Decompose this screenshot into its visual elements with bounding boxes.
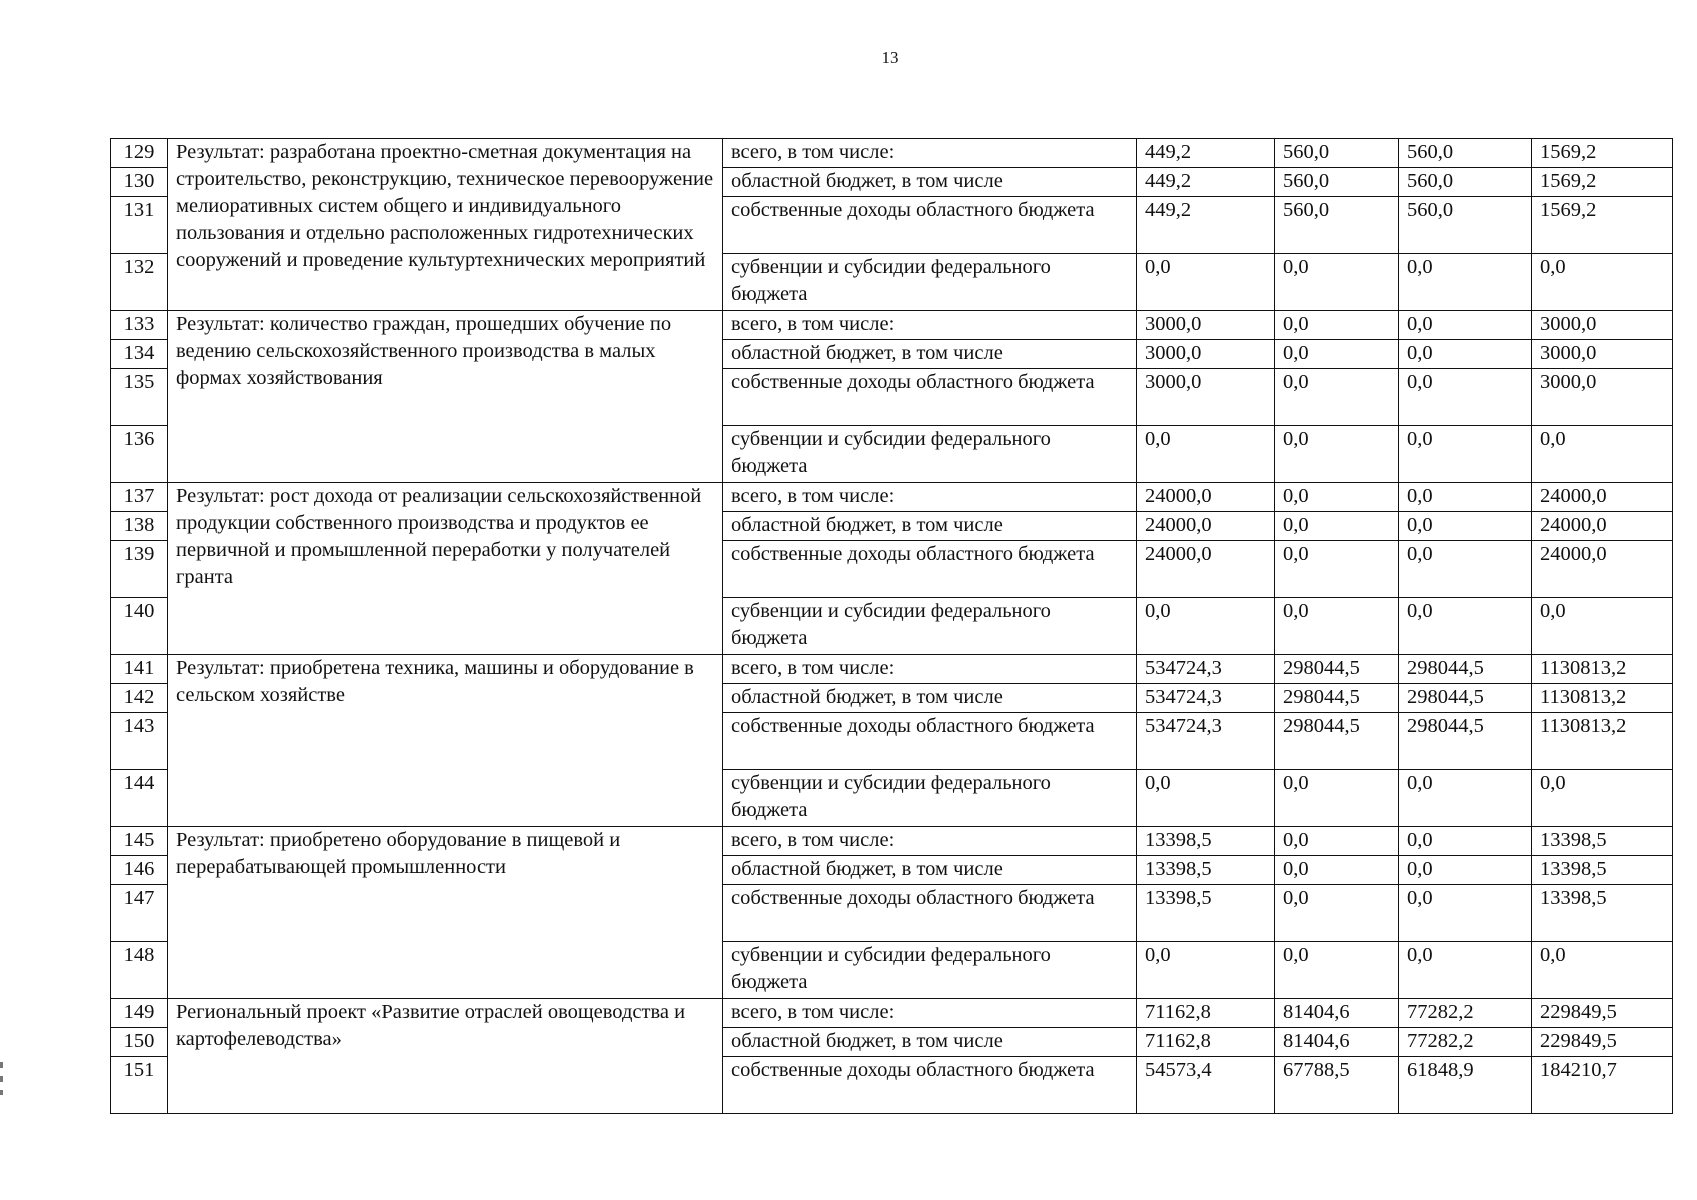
value-year-1: 0,0 <box>1137 598 1275 655</box>
funding-source: всего, в том числе: <box>723 655 1137 684</box>
table-row <box>111 999 1673 1028</box>
table-row <box>111 139 1673 168</box>
value-total: 0,0 <box>1532 254 1673 311</box>
row-number: 135 <box>111 369 168 426</box>
value-year-2: 298044,5 <box>1275 713 1399 770</box>
row-description: Региональный проект «Развитие отраслей овощеводства и картофелеводства» <box>168 999 723 1114</box>
row-number: 148 <box>111 942 168 999</box>
funding-source: областной бюджет, в том числе <box>723 340 1137 369</box>
value-year-2: 560,0 <box>1275 197 1399 254</box>
row-number: 133 <box>111 311 168 340</box>
value-year-3: 298044,5 <box>1399 655 1532 684</box>
value-year-2: 0,0 <box>1275 942 1399 999</box>
funding-source: субвенции и субсидии федерального бюджета <box>723 770 1137 827</box>
value-year-1: 3000,0 <box>1137 340 1275 369</box>
funding-source: областной бюджет, в том числе <box>723 168 1137 197</box>
row-description: Результат: приобретена техника, машины и оборудование в сельском хозяйстве <box>168 655 723 827</box>
table-row <box>111 827 1673 856</box>
value-year-2: 298044,5 <box>1275 684 1399 713</box>
value-year-1: 24000,0 <box>1137 483 1275 512</box>
row-number: 150 <box>111 1028 168 1057</box>
value-year-3: 0,0 <box>1399 942 1532 999</box>
value-year-2: 0,0 <box>1275 340 1399 369</box>
value-total: 3000,0 <box>1532 340 1673 369</box>
value-year-2: 0,0 <box>1275 426 1399 483</box>
value-year-2: 81404,6 <box>1275 999 1399 1028</box>
row-number: 138 <box>111 512 168 541</box>
value-year-1: 24000,0 <box>1137 541 1275 598</box>
funding-source: собственные доходы областного бюджета <box>723 369 1137 426</box>
funding-source: субвенции и субсидии федерального бюджета <box>723 598 1137 655</box>
value-year-1: 449,2 <box>1137 168 1275 197</box>
value-total: 1130813,2 <box>1532 713 1673 770</box>
row-number: 147 <box>111 885 168 942</box>
value-year-3: 0,0 <box>1399 885 1532 942</box>
value-year-2: 0,0 <box>1275 512 1399 541</box>
funding-source: областной бюджет, в том числе <box>723 856 1137 885</box>
value-year-3: 61848,9 <box>1399 1057 1532 1114</box>
value-year-3: 0,0 <box>1399 512 1532 541</box>
value-year-1: 13398,5 <box>1137 885 1275 942</box>
value-year-3: 560,0 <box>1399 168 1532 197</box>
value-year-3: 560,0 <box>1399 139 1532 168</box>
funding-source: всего, в том числе: <box>723 999 1137 1028</box>
value-total: 3000,0 <box>1532 311 1673 340</box>
value-year-2: 0,0 <box>1275 856 1399 885</box>
funding-source: собственные доходы областного бюджета <box>723 541 1137 598</box>
funding-source: областной бюджет, в том числе <box>723 1028 1137 1057</box>
value-year-1: 71162,8 <box>1137 1028 1275 1057</box>
value-year-3: 0,0 <box>1399 856 1532 885</box>
funding-source: всего, в том числе: <box>723 827 1137 856</box>
value-total: 13398,5 <box>1532 856 1673 885</box>
budget-table <box>110 138 1673 1114</box>
value-year-1: 3000,0 <box>1137 311 1275 340</box>
funding-source: областной бюджет, в том числе <box>723 512 1137 541</box>
value-total: 1130813,2 <box>1532 684 1673 713</box>
row-number: 142 <box>111 684 168 713</box>
value-year-1: 0,0 <box>1137 942 1275 999</box>
row-description: Результат: количество граждан, прошедших обучение по ведению сельскохозяйственного производства в малых формах хозяйствования <box>168 311 723 483</box>
value-year-2: 0,0 <box>1275 541 1399 598</box>
value-year-1: 449,2 <box>1137 197 1275 254</box>
value-year-2: 298044,5 <box>1275 655 1399 684</box>
funding-source: всего, в том числе: <box>723 139 1137 168</box>
table-row <box>111 311 1673 340</box>
value-year-1: 0,0 <box>1137 770 1275 827</box>
row-number: 132 <box>111 254 168 311</box>
value-year-3: 0,0 <box>1399 254 1532 311</box>
row-number: 129 <box>111 139 168 168</box>
value-year-3: 0,0 <box>1399 541 1532 598</box>
row-number: 146 <box>111 856 168 885</box>
value-year-1: 54573,4 <box>1137 1057 1275 1114</box>
value-year-2: 81404,6 <box>1275 1028 1399 1057</box>
value-year-1: 0,0 <box>1137 426 1275 483</box>
funding-source: собственные доходы областного бюджета <box>723 197 1137 254</box>
value-year-1: 0,0 <box>1137 254 1275 311</box>
value-year-3: 0,0 <box>1399 598 1532 655</box>
value-year-3: 0,0 <box>1399 827 1532 856</box>
page-number: 13 <box>881 48 899 67</box>
value-total: 0,0 <box>1532 598 1673 655</box>
value-total: 24000,0 <box>1532 512 1673 541</box>
row-number: 143 <box>111 713 168 770</box>
funding-source: собственные доходы областного бюджета <box>723 885 1137 942</box>
row-number: 149 <box>111 999 168 1028</box>
scan-artifact <box>0 1090 3 1095</box>
value-year-3: 0,0 <box>1399 483 1532 512</box>
value-year-2: 0,0 <box>1275 483 1399 512</box>
value-year-3: 0,0 <box>1399 770 1532 827</box>
value-year-2: 0,0 <box>1275 254 1399 311</box>
value-year-2: 67788,5 <box>1275 1057 1399 1114</box>
funding-source: субвенции и субсидии федерального бюджета <box>723 942 1137 999</box>
value-year-3: 0,0 <box>1399 369 1532 426</box>
value-year-1: 13398,5 <box>1137 827 1275 856</box>
value-year-3: 0,0 <box>1399 311 1532 340</box>
value-year-1: 13398,5 <box>1137 856 1275 885</box>
value-year-2: 0,0 <box>1275 827 1399 856</box>
row-number: 134 <box>111 340 168 369</box>
value-year-1: 3000,0 <box>1137 369 1275 426</box>
value-year-3: 298044,5 <box>1399 684 1532 713</box>
value-year-2: 560,0 <box>1275 168 1399 197</box>
value-year-1: 534724,3 <box>1137 684 1275 713</box>
value-total: 1569,2 <box>1532 197 1673 254</box>
value-year-3: 560,0 <box>1399 197 1532 254</box>
row-number: 145 <box>111 827 168 856</box>
row-number: 139 <box>111 541 168 598</box>
value-year-3: 298044,5 <box>1399 713 1532 770</box>
value-year-2: 0,0 <box>1275 311 1399 340</box>
value-total: 184210,7 <box>1532 1057 1673 1114</box>
row-number: 140 <box>111 598 168 655</box>
row-number: 131 <box>111 197 168 254</box>
value-year-2: 560,0 <box>1275 139 1399 168</box>
row-number: 130 <box>111 168 168 197</box>
funding-source: субвенции и субсидии федерального бюджета <box>723 254 1137 311</box>
table-row <box>111 483 1673 512</box>
value-total: 1569,2 <box>1532 139 1673 168</box>
scan-artifact <box>0 1062 3 1068</box>
row-description: Результат: разработана проектно-сметная документация на строительство, реконструкцию, техническое перевооружение мелиоративных систем общего и индивидуального пользования и отдельно расположенных гидротехнических сооружений и проведение культуртехнических мероприятий <box>168 139 723 311</box>
funding-source: субвенции и субсидии федерального бюджета <box>723 426 1137 483</box>
value-year-1: 449,2 <box>1137 139 1275 168</box>
value-year-1: 71162,8 <box>1137 999 1275 1028</box>
value-total: 3000,0 <box>1532 369 1673 426</box>
row-number: 144 <box>111 770 168 827</box>
value-year-2: 0,0 <box>1275 770 1399 827</box>
row-number: 151 <box>111 1057 168 1114</box>
value-year-1: 534724,3 <box>1137 655 1275 684</box>
funding-source: собственные доходы областного бюджета <box>723 1057 1137 1114</box>
value-year-3: 77282,2 <box>1399 999 1532 1028</box>
value-year-2: 0,0 <box>1275 598 1399 655</box>
value-total: 24000,0 <box>1532 483 1673 512</box>
table-row <box>111 655 1673 684</box>
value-year-1: 24000,0 <box>1137 512 1275 541</box>
value-year-3: 0,0 <box>1399 426 1532 483</box>
funding-source: всего, в том числе: <box>723 311 1137 340</box>
value-total: 1569,2 <box>1532 168 1673 197</box>
value-total: 13398,5 <box>1532 885 1673 942</box>
value-year-2: 0,0 <box>1275 885 1399 942</box>
funding-source: областной бюджет, в том числе <box>723 684 1137 713</box>
value-total: 24000,0 <box>1532 541 1673 598</box>
value-year-3: 0,0 <box>1399 340 1532 369</box>
value-total: 0,0 <box>1532 426 1673 483</box>
row-description: Результат: рост дохода от реализации сельскохозяйственной продукции собственного производства и продуктов ее первичной и промышленной переработки у получателей гранта <box>168 483 723 655</box>
value-total: 1130813,2 <box>1532 655 1673 684</box>
value-total: 229849,5 <box>1532 1028 1673 1057</box>
funding-source: собственные доходы областного бюджета <box>723 713 1137 770</box>
funding-source: всего, в том числе: <box>723 483 1137 512</box>
row-number: 141 <box>111 655 168 684</box>
value-total: 0,0 <box>1532 942 1673 999</box>
row-number: 136 <box>111 426 168 483</box>
value-year-3: 77282,2 <box>1399 1028 1532 1057</box>
value-total: 229849,5 <box>1532 999 1673 1028</box>
budget-table-body <box>111 139 1673 1114</box>
row-number: 137 <box>111 483 168 512</box>
value-total: 0,0 <box>1532 770 1673 827</box>
value-total: 13398,5 <box>1532 827 1673 856</box>
value-year-1: 534724,3 <box>1137 713 1275 770</box>
value-year-2: 0,0 <box>1275 369 1399 426</box>
scan-artifact <box>0 1076 3 1082</box>
row-description: Результат: приобретено оборудование в пищевой и перерабатывающей промышленности <box>168 827 723 999</box>
